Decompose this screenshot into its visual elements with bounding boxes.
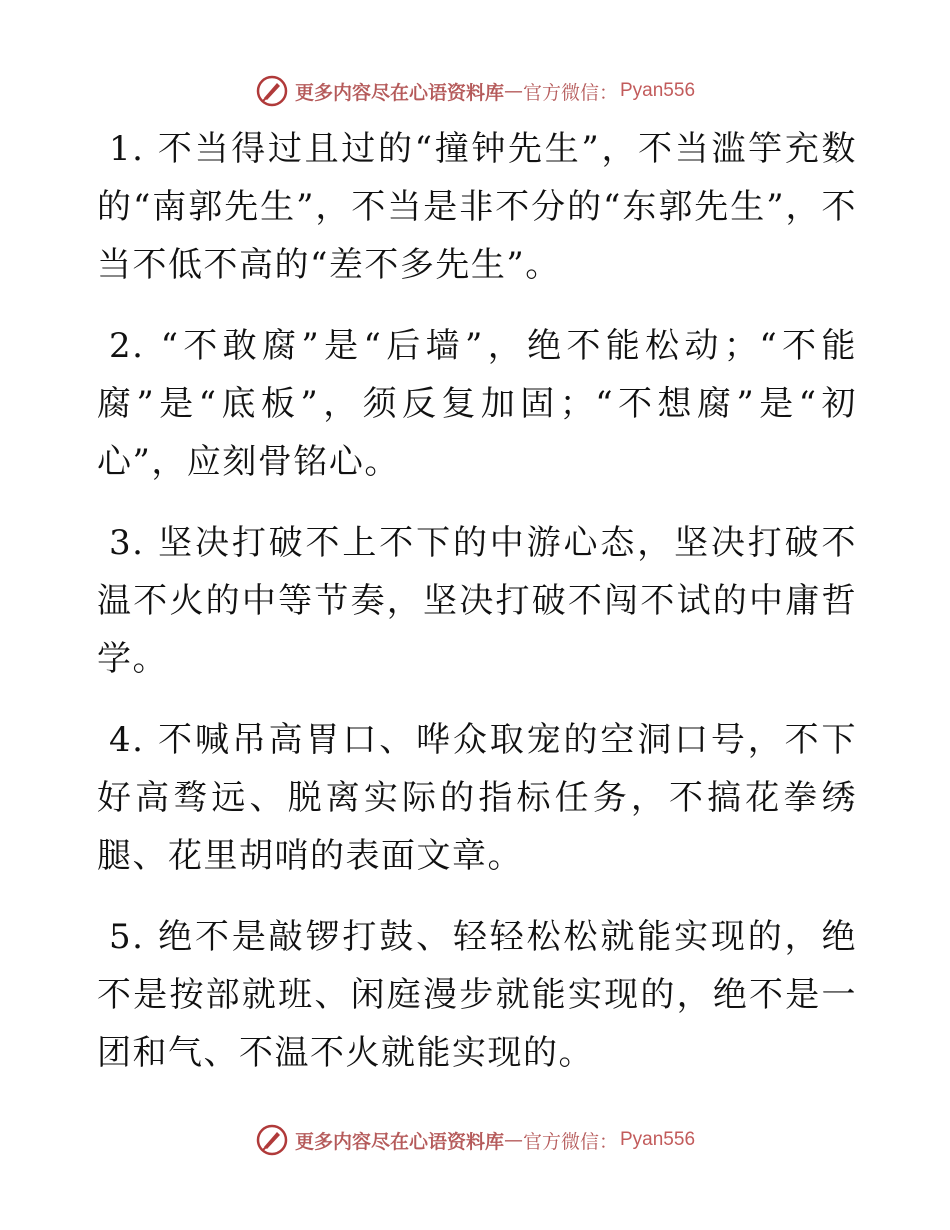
paragraph-1: 1. 不当得过且过的“撞钟先生”，不当滥竽充数的“南郭先生”，不当是非不分的“东郭先生”，不当不低不高的“差不多先生”。 [97, 129, 857, 285]
footer-banner [0, 1120, 950, 1160]
header-dash: — [503, 80, 523, 102]
quill-seal-icon [255, 1123, 289, 1157]
footer-dash: — [503, 1129, 523, 1151]
document-body [97, 120, 857, 1105]
header-lead-text: 更多内容尽在心语资料库 [294, 81, 504, 104]
paragraph-2: 2. “不敢腐”是“后墙”，绝不能松动；“不能腐”是“底板”，须反复加固；“不想腐”是“初心”，应刻骨铭心。 [97, 326, 857, 482]
paragraph-5: 5. 绝不是敲锣打鼓、轻轻松松就能实现的，绝不是按部就班、闲庭漫步就能实现的，绝不是一团和气、不温不火就能实现的。 [97, 917, 857, 1073]
footer-wechat-id: Pyan556 [620, 1129, 696, 1150]
header-banner [0, 71, 950, 111]
header-wechat-label: 官方微信： [522, 81, 618, 104]
footer-wechat-label: 官方微信： [522, 1130, 618, 1153]
quill-seal-icon [255, 74, 289, 108]
header-wechat-id: Pyan556 [620, 80, 696, 101]
paragraph-3: 3. 坚决打破不上不下的中游心态，坚决打破不温不火的中等节奏，坚决打破不闯不试的中庸哲学。 [97, 523, 857, 679]
paragraph-4: 4. 不喊吊高胃口、哗众取宠的空洞口号，不下好高骛远、脱离实际的指标任务，不搞花拳绣腿、花里胡哨的表面文章。 [97, 720, 857, 876]
footer-lead-text: 更多内容尽在心语资料库 [294, 1130, 504, 1153]
